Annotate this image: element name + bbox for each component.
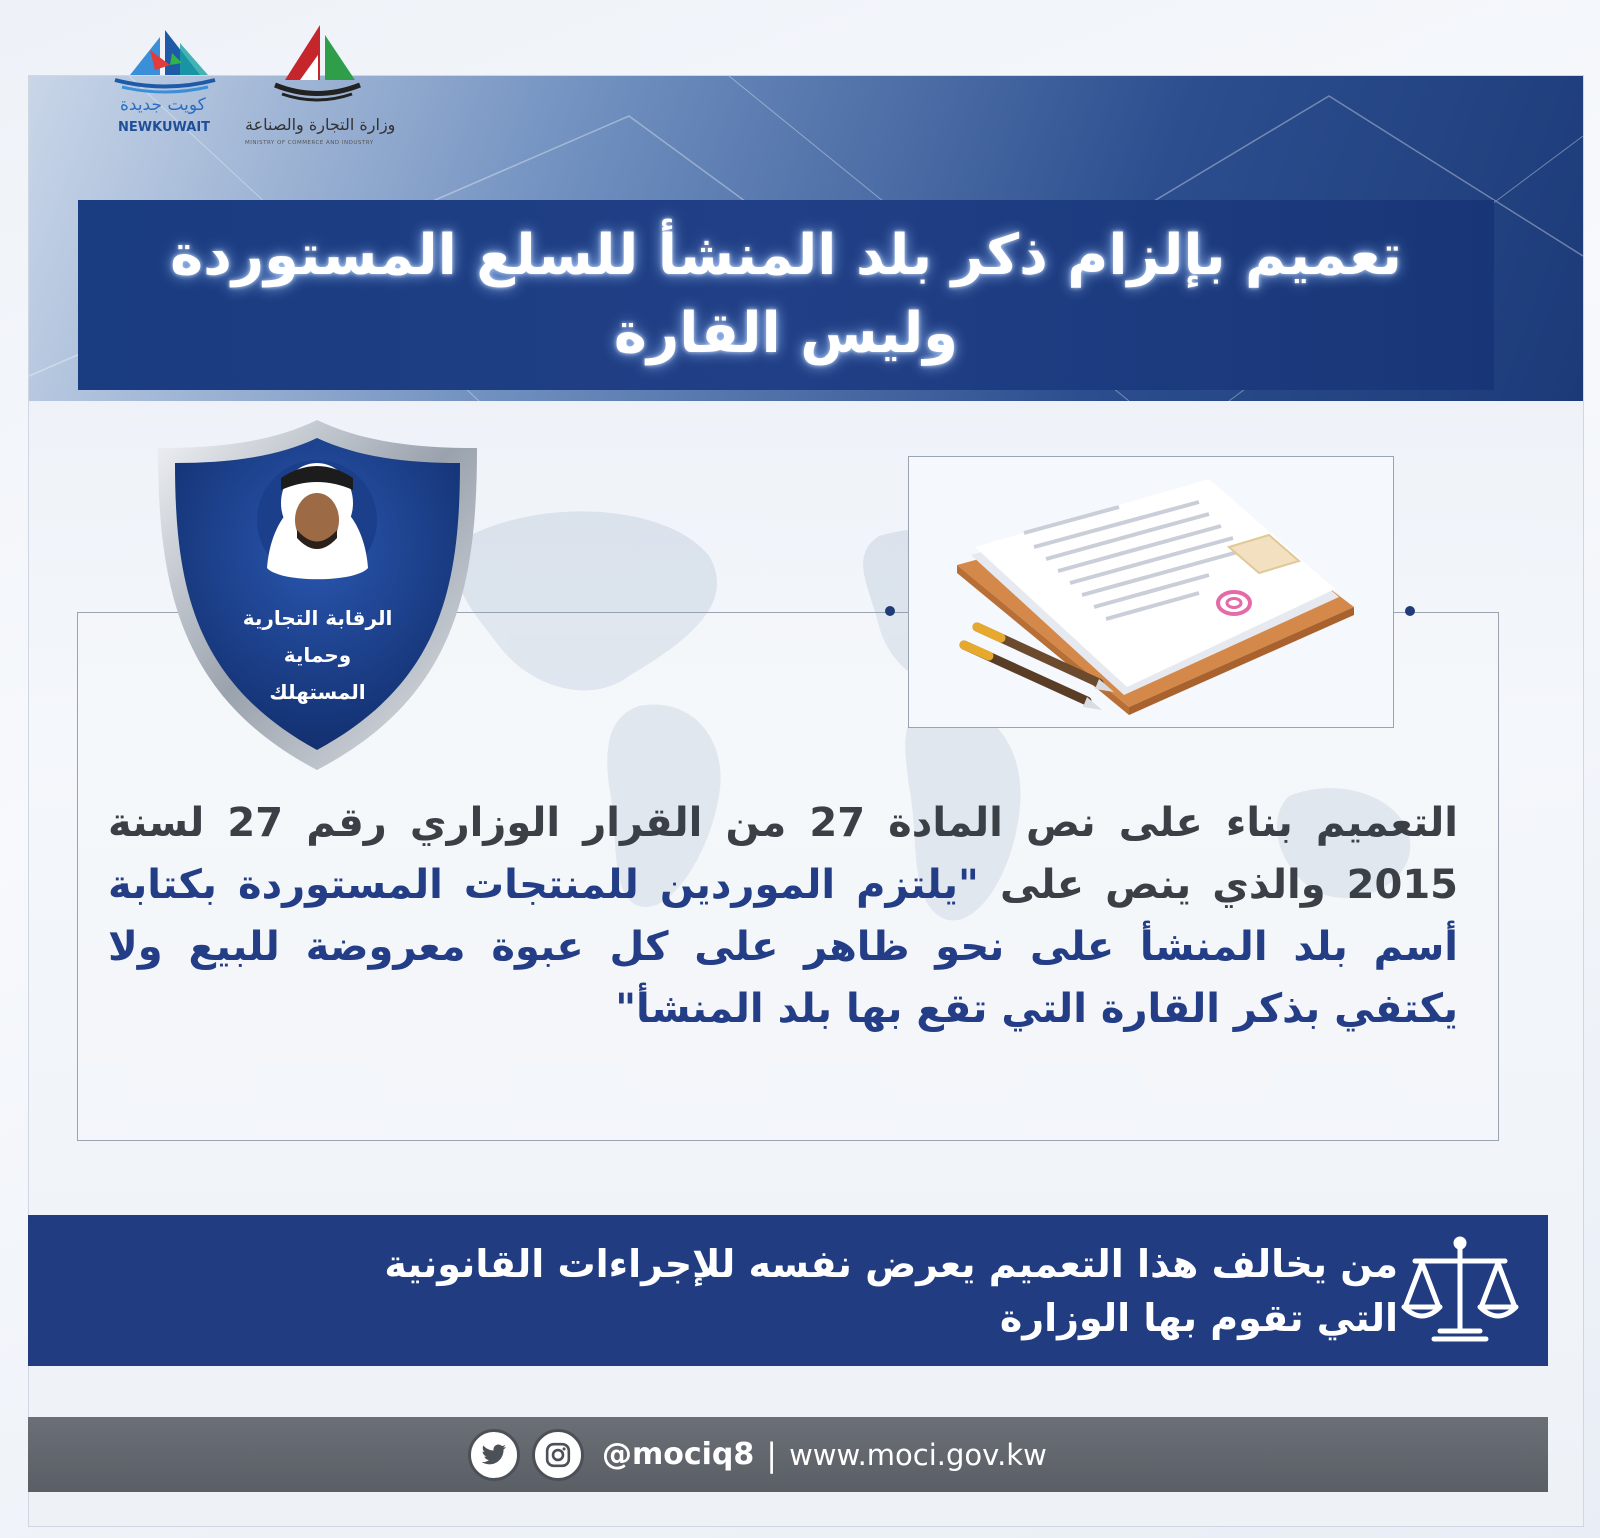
footer-separator: | [766, 1435, 778, 1474]
ministry-logo-english: MINISTRY OF COMMERCE AND INDUSTRY [245, 140, 374, 146]
title-line-1: تعميم بإلزام ذكر بلد المنشأ للسلع المستوردة [170, 223, 1402, 288]
footer-content [468, 1417, 1047, 1492]
connector-dot-right [1405, 606, 1415, 616]
footer-bar [28, 1417, 1548, 1492]
warning-banner [28, 1215, 1548, 1366]
ministry-logo-arabic: وزارة التجارة والصناعة [245, 115, 396, 134]
twitter-button[interactable] [468, 1429, 520, 1481]
shield-label-line-3: المستهلك [269, 680, 366, 704]
body-lead-text: التعميم بناء على نص المادة 27 من القرار الوزاري رقم 27 لسنة 2015 والذي ينص على [108, 800, 1459, 908]
warning-line-1: من يخالف هذا التعميم يعرض نفسه للإجراءات القانونية [384, 1242, 1398, 1286]
logos [100, 20, 420, 150]
newkuwait-logo-icon [110, 25, 220, 95]
newkuwait-logo-arabic: كويت جديدة [120, 95, 206, 115]
consumer-protection-shield-icon [155, 418, 480, 773]
newkuwait-logo-english: NEWKUWAIT [118, 120, 211, 135]
scales-of-justice-icon [1400, 1233, 1520, 1348]
website-link[interactable]: www.moci.gov.kw [789, 1437, 1047, 1472]
shield-label-line-2: وحماية [283, 643, 352, 667]
title-line-2: وليس القارة [613, 301, 959, 366]
warning-text [98, 1237, 1398, 1345]
connector-dot-left [885, 606, 895, 616]
shield-label [205, 600, 430, 711]
shield-label-line-1: الرقابة التجارية [242, 606, 393, 630]
title-banner [78, 200, 1494, 390]
social-handle[interactable]: @mociq8 [602, 1437, 755, 1472]
document-with-pens-icon [909, 457, 1393, 727]
body-quote-text: "يلتزم الموردين للمنتجات المستوردة بكتابة أسم بلد المنشأ على نحو ظاهر على كل عبوة معروضة للبيع ولا يكتفي بذكر القارة التي تقع بها بلد المنشأ" [108, 862, 1458, 1032]
document-illustration-frame [908, 456, 1394, 728]
circular-body-text [108, 792, 1458, 1040]
instagram-icon [545, 1442, 571, 1468]
twitter-icon [481, 1444, 507, 1466]
ministry-dhow-logo-icon [270, 20, 365, 105]
instagram-button[interactable] [532, 1429, 584, 1481]
warning-line-2: التي تقوم بها الوزارة [999, 1296, 1398, 1340]
